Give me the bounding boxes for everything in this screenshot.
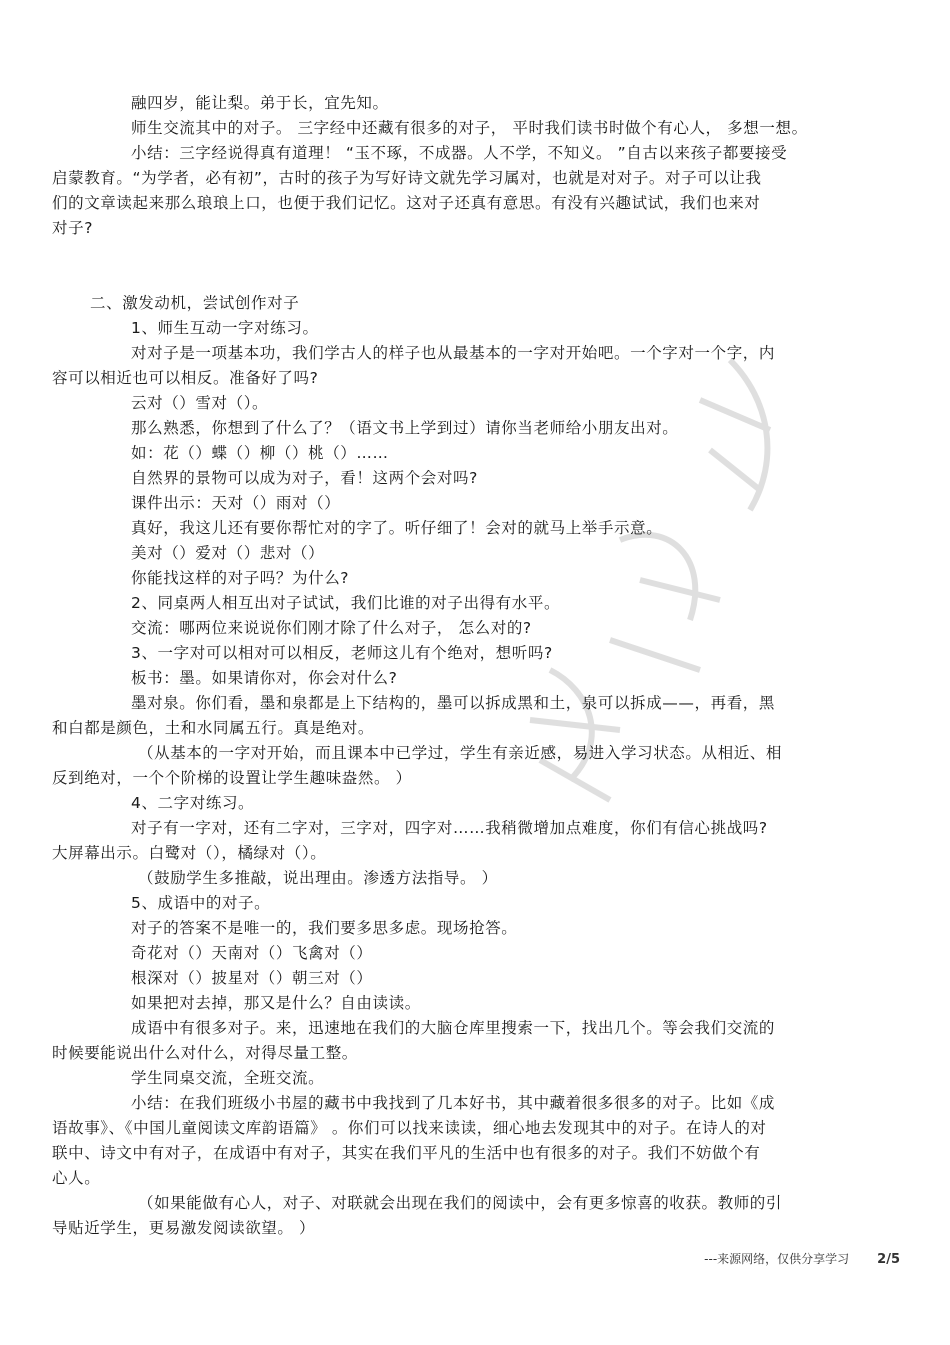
text-line: 融四岁，能让梨。弟于长，宜先知。 [131, 94, 389, 112]
page-footer [704, 1250, 900, 1267]
text-line: 启蒙教育。“为学者，必有初”，古时的孩子为写好诗文就先学习属对，也就是对对子。对子可以让我 [52, 169, 762, 187]
teaching-note: （从基本的一字对开始，而且课本中已学过，学生有亲近感，易进入学习状态。从相近、相 [138, 744, 783, 762]
subheading: 4、二字对练习。 [131, 794, 255, 812]
text-line: 对子? [52, 219, 94, 237]
text-line: 真好，我这儿还有要你帮忙对的字了。听仔细了！会对的就马上举手示意。 [131, 519, 663, 537]
text-line: 课件出示：天对（）雨对（） [131, 494, 341, 512]
text-line: 板书：墨。如果请你对，你会对什么? [131, 669, 398, 687]
text-line: 学生同桌交流，全班交流。 [131, 1069, 325, 1087]
text-line: 和白都是颜色，土和水同属五行。真是绝对。 [52, 719, 375, 737]
text-line: 时候要能说出什么对什么，对得尽量工整。 [52, 1044, 358, 1062]
text-line: 美对（）爱对（）悲对（） [131, 544, 325, 562]
text-line: 小结：三字经说得真有道理！ “玉不琢，不成器。人不学，不知义。 ”自古以来孩子都要接受 [131, 144, 788, 162]
teaching-note: （如果能做有心人，对子、对联就会出现在我们的阅读中，会有更多惊喜的收获。教师的引 [138, 1194, 783, 1212]
text-line: 对子有一字对，还有二字对，三字对，四字对……我稍微增加点难度，你们有信心挑战吗? [131, 819, 768, 837]
text-line: 大屏幕出示。白鹭对（），橘绿对（）。 [52, 844, 327, 862]
text-line: 联中、诗文中有对子，在成语中有对子，其实在我们平凡的生活中也有很多的对子。我们不妨做个有 [52, 1144, 761, 1162]
text-line: 心人。 [52, 1169, 101, 1187]
page-number: 2/5 [877, 1252, 900, 1267]
text-line: 你能找这样的对子吗？为什么? [131, 569, 350, 587]
text-line: 们的文章读起来那么琅琅上口，也便于我们记忆。这对子还真有意思。有没有兴趣试试，我们也来对 [52, 194, 761, 212]
section-heading: 二、激发动机，尝试创作对子 [90, 294, 300, 312]
subheading: 1、师生互动一字对练习。 [131, 319, 319, 337]
text-line: 师生交流其中的对子。 三字经中还藏有很多的对子， 平时我们读书时做个有心人， 多想一想。 [131, 119, 808, 137]
text-line: 对对子是一项基本功，我们学古人的样子也从最基本的一字对开始吧。一个字对一个字，内 [131, 344, 776, 362]
text-line: 如：花（）蝶（）柳（）桃（）…… [131, 444, 389, 462]
text-line: 对子的答案不是唯一的，我们要多思多虑。现场抢答。 [131, 919, 518, 937]
teaching-note: （鼓励学生多推敲，说出理由。渗透方法指导。 ） [138, 869, 498, 887]
teaching-note: 反到绝对，一个个阶梯的设置让学生趣味盎然。 ） [52, 769, 412, 787]
text-line: 云对（）雪对（）。 [131, 394, 269, 412]
text-line: 墨对泉。你们看，墨和泉都是上下结构的，墨可以拆成黑和土，泉可以拆成——，再看，黑 [131, 694, 776, 712]
subheading: 3、一字对可以相对可以相反，老师这儿有个绝对，想听吗? [131, 644, 553, 662]
text-line: 容可以相近也可以相反。准备好了吗? [52, 369, 319, 387]
footer-source: ---来源网络，仅供分享学习 [704, 1252, 850, 1266]
text-line: 交流：哪两位来说说你们刚才除了什么对子， 怎么对的? [131, 619, 532, 637]
text-line: 小结：在我们班级小书屋的藏书中我找到了几本好书，其中藏着很多很多的对子。比如《成 [131, 1094, 776, 1112]
subheading: 5、成语中的对子。 [131, 894, 271, 912]
text-line: 如果把对去掉，那又是什么？自由读读。 [131, 994, 421, 1012]
teaching-note: 导贴近学生，更易激发阅读欲望。 ） [52, 1219, 316, 1237]
text-line: 根深对（）披星对（）朝三对（） [131, 969, 373, 987]
text-line: 成语中有很多对子。来，迅速地在我们的大脑仓库里搜索一下，找出几个。等会我们交流的 [131, 1019, 776, 1037]
text-line: 那么熟悉，你想到了什么了？（语文书上学到过）请你当老师给小朋友出对。 [131, 419, 679, 437]
text-line: 自然界的景物可以成为对子，看！这两个会对吗? [131, 469, 478, 487]
subheading: 2、同桌两人相互出对子试试，我们比谁的对子出得有水平。 [131, 594, 561, 612]
text-line: 语故事》、《中国儿童阅读文库韵语篇》 。你们可以找来读读，细心地去发现其中的对子。在诗人的对 [52, 1119, 767, 1137]
text-line: 奇花对（）天南对（）飞禽对（） [131, 944, 373, 962]
